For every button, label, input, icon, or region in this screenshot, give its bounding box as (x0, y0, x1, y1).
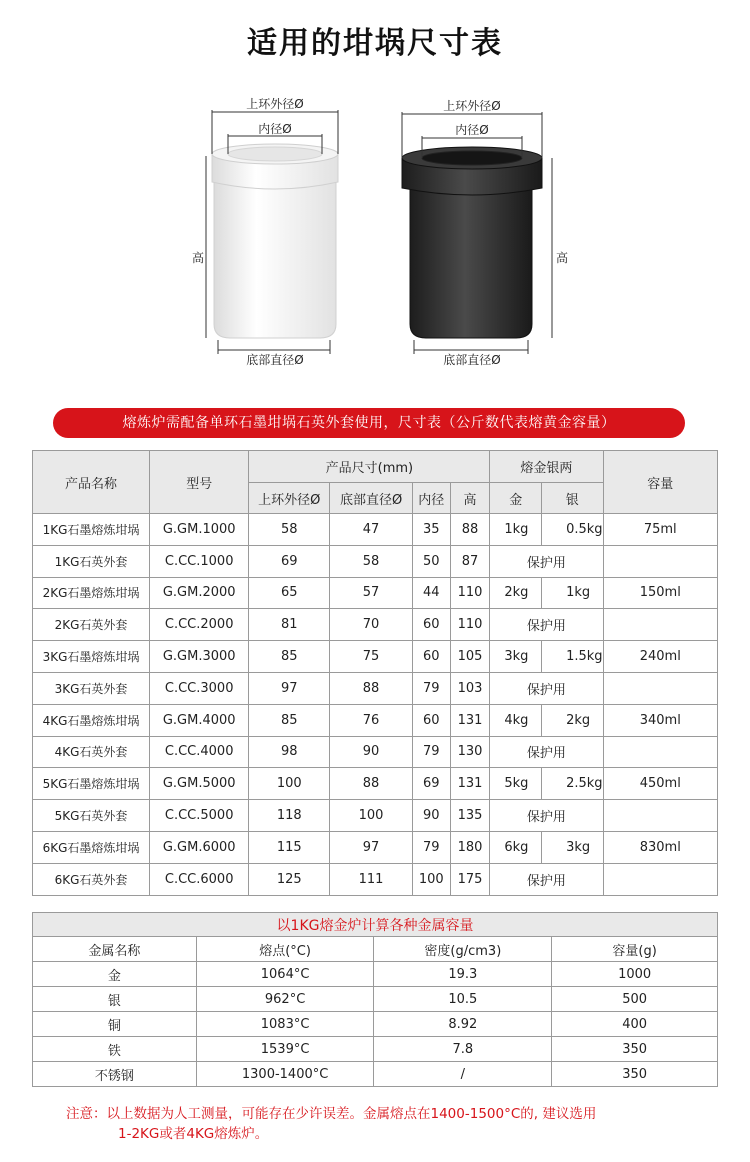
table-cell: 保护用 (490, 800, 603, 832)
table-cell: 1kg (542, 577, 603, 609)
table-cell: 500 (552, 987, 718, 1012)
table-cell: 保护用 (490, 545, 603, 577)
table-cell: 180 (450, 831, 490, 863)
table-cell: 110 (450, 577, 490, 609)
table-cell: 3KG石英外套 (33, 672, 150, 704)
table-cell: 350 (552, 1037, 718, 1062)
table-cell: 150ml (603, 577, 717, 609)
table-cell: 5KG石英外套 (33, 800, 150, 832)
table-cell: 50 (412, 545, 450, 577)
table-cell: 70 (330, 609, 413, 641)
table-cell: 2.5kg (542, 768, 603, 800)
table-cell (603, 863, 717, 895)
table-cell: C.CC.6000 (149, 863, 248, 895)
table-cell: 58 (249, 514, 330, 546)
table-cell: 铜 (33, 1012, 197, 1037)
table-cell: 44 (412, 577, 450, 609)
table-cell: 6KG石墨熔炼坩埚 (33, 831, 150, 863)
table-row (33, 987, 718, 1012)
table-cell: 0.5kg (542, 514, 603, 546)
table-row (33, 1062, 718, 1087)
header-height: 高 (450, 483, 490, 514)
table-cell: 79 (412, 736, 450, 768)
table-cell: 2kg (490, 577, 542, 609)
table-cell: 81 (249, 609, 330, 641)
footnote-line-1: 注意：以上数据为人工测量，可能存在少许误差。金属熔点在1400-1500°C的, 建议选用 (66, 1106, 597, 1122)
table-row (33, 863, 718, 895)
crucible-size-table (32, 450, 718, 896)
table-cell: 银 (33, 987, 197, 1012)
table-cell: 5kg (490, 768, 542, 800)
header-silver: 银 (542, 483, 603, 514)
table-cell: 1.5kg (542, 641, 603, 673)
table-cell: / (374, 1062, 552, 1087)
table-cell: 135 (450, 800, 490, 832)
table-cell: 105 (450, 641, 490, 673)
header-bottom: 底部直径Ø (330, 483, 413, 514)
table-cell: 3KG石墨熔炼坩埚 (33, 641, 150, 673)
table-cell: 5KG石墨熔炼坩埚 (33, 768, 150, 800)
table-cell: 2kg (542, 704, 603, 736)
footnote-line-2: 1-2KG或者4KG熔炼炉。 (118, 1126, 269, 1142)
table-cell: C.CC.3000 (149, 672, 248, 704)
graphite-height-label: 高 (555, 251, 569, 265)
table-cell: 不锈钢 (33, 1062, 197, 1087)
table-cell: 75ml (603, 514, 717, 546)
metal-table-caption: 以1KG熔金炉计算各种金属容量 (33, 913, 718, 937)
table-cell: 65 (249, 577, 330, 609)
table-cell: 98 (249, 736, 330, 768)
table-cell: 保护用 (490, 672, 603, 704)
metal-header-density: 密度(g/cm3) (374, 937, 552, 962)
header-inner: 内径 (412, 483, 450, 514)
graphite-bottom-label: 底部直径Ø (443, 353, 501, 367)
table-cell: 962°C (196, 987, 374, 1012)
table-cell: 保护用 (490, 609, 603, 641)
table-cell: 35 (412, 514, 450, 546)
header-melt-group: 熔金银两 (490, 451, 603, 483)
page-title: 适用的坩埚尺寸表 (247, 26, 503, 61)
metal-header-capacity: 容量(g) (552, 937, 718, 962)
table-cell: 110 (450, 609, 490, 641)
table-cell: C.CC.4000 (149, 736, 248, 768)
table-cell: G.GM.5000 (149, 768, 248, 800)
table-cell: 1083°C (196, 1012, 374, 1037)
table-cell (603, 736, 717, 768)
table-cell: 131 (450, 768, 490, 800)
table-cell: 19.3 (374, 962, 552, 987)
table-cell: 1kg (490, 514, 542, 546)
table-row (33, 1012, 718, 1037)
table-cell: 118 (249, 800, 330, 832)
table-cell: G.GM.2000 (149, 577, 248, 609)
table-cell: 69 (249, 545, 330, 577)
graphite-crucible (402, 147, 542, 338)
table-cell: 58 (330, 545, 413, 577)
table-row (33, 962, 718, 987)
table-cell: G.GM.4000 (149, 704, 248, 736)
table-cell: 57 (330, 577, 413, 609)
table-row (33, 545, 718, 577)
header-size-group: 产品尺寸(mm) (249, 451, 490, 483)
header-model: 型号 (149, 451, 248, 514)
table-row (33, 736, 718, 768)
header-top-outer: 上环外径Ø (249, 483, 330, 514)
table-cell: 60 (412, 641, 450, 673)
table-cell: 175 (450, 863, 490, 895)
table-cell: 240ml (603, 641, 717, 673)
table-cell: 125 (249, 863, 330, 895)
table-row (33, 768, 718, 800)
table-cell: 保护用 (490, 736, 603, 768)
table-cell (603, 672, 717, 704)
table-cell: 69 (412, 768, 450, 800)
table-cell: 7.8 (374, 1037, 552, 1062)
metal-capacity-table (32, 912, 718, 1087)
table-cell: G.GM.1000 (149, 514, 248, 546)
table-cell (603, 609, 717, 641)
table-cell: 1KG石墨熔炼坩埚 (33, 514, 150, 546)
table-cell: 100 (330, 800, 413, 832)
crucible-dimension-diagram (170, 92, 590, 372)
table-cell: G.GM.6000 (149, 831, 248, 863)
header-gold: 金 (490, 483, 542, 514)
table-cell: 400 (552, 1012, 718, 1037)
white-height-label: 高 (191, 251, 205, 265)
table-cell: 2KG石墨熔炼坩埚 (33, 577, 150, 609)
table-cell: 340ml (603, 704, 717, 736)
table-cell: 88 (330, 768, 413, 800)
table-cell: 60 (412, 704, 450, 736)
table-cell: 130 (450, 736, 490, 768)
table-cell: 75 (330, 641, 413, 673)
table-row (33, 831, 718, 863)
table-row (33, 672, 718, 704)
white-bottom-label: 底部直径Ø (246, 353, 304, 367)
table-cell: 4KG石英外套 (33, 736, 150, 768)
table-cell: 115 (249, 831, 330, 863)
white-crucible (212, 144, 338, 338)
table-cell: 铁 (33, 1037, 197, 1062)
table-cell: 47 (330, 514, 413, 546)
white-top-outer-label: 上环外径Ø (246, 97, 304, 111)
table-cell: 2KG石英外套 (33, 609, 150, 641)
table-cell: 79 (412, 831, 450, 863)
table-cell: 10.5 (374, 987, 552, 1012)
table-cell: 85 (249, 704, 330, 736)
table-cell (603, 800, 717, 832)
table-cell: 1064°C (196, 962, 374, 987)
table-cell: 97 (249, 672, 330, 704)
table-cell: 100 (249, 768, 330, 800)
table-row (33, 641, 718, 673)
crucible-diagram-svg (170, 92, 590, 372)
table-cell: 100 (412, 863, 450, 895)
table-cell: 3kg (542, 831, 603, 863)
table-cell: 3kg (490, 641, 542, 673)
footnote (66, 1104, 706, 1144)
table-cell: 79 (412, 672, 450, 704)
header-capacity: 容量 (603, 451, 717, 514)
table-row (33, 800, 718, 832)
table-cell: 1KG石英外套 (33, 545, 150, 577)
graphite-inner-label: 内径Ø (455, 123, 489, 137)
table-cell: 8.92 (374, 1012, 552, 1037)
table-cell: 1539°C (196, 1037, 374, 1062)
table-cell: 350 (552, 1062, 718, 1087)
table-cell: 450ml (603, 768, 717, 800)
table-cell: 6kg (490, 831, 542, 863)
table-cell: 90 (330, 736, 413, 768)
table-cell: 6KG石英外套 (33, 863, 150, 895)
table-cell (603, 545, 717, 577)
metal-header-name: 金属名称 (33, 937, 197, 962)
table-cell: 4kg (490, 704, 542, 736)
table-row (33, 514, 718, 546)
table-cell: 103 (450, 672, 490, 704)
table-cell: 保护用 (490, 863, 603, 895)
table-cell: C.CC.1000 (149, 545, 248, 577)
table-cell: 131 (450, 704, 490, 736)
table-cell: 60 (412, 609, 450, 641)
usage-banner: 熔炼炉需配备单环石墨坩埚石英外套使用，尺寸表（公斤数代表熔黄金容量） (53, 408, 685, 438)
table-row (33, 609, 718, 641)
table-cell: 1000 (552, 962, 718, 987)
table-cell: 88 (450, 514, 490, 546)
table-row (33, 1037, 718, 1062)
table-row (33, 704, 718, 736)
table-cell: 90 (412, 800, 450, 832)
table-cell: 97 (330, 831, 413, 863)
table-cell: 85 (249, 641, 330, 673)
table-cell: 111 (330, 863, 413, 895)
table-cell: 1300-1400°C (196, 1062, 374, 1087)
table-cell: G.GM.3000 (149, 641, 248, 673)
table-cell: 金 (33, 962, 197, 987)
table-cell: 88 (330, 672, 413, 704)
table-cell: C.CC.2000 (149, 609, 248, 641)
table-cell: 76 (330, 704, 413, 736)
white-inner-label: 内径Ø (258, 122, 292, 136)
metal-header-melting-point: 熔点(°C) (196, 937, 374, 962)
table-row (33, 577, 718, 609)
table-cell: C.CC.5000 (149, 800, 248, 832)
header-product-name: 产品名称 (33, 451, 150, 514)
table-cell: 4KG石墨熔炼坩埚 (33, 704, 150, 736)
graphite-top-outer-label: 上环外径Ø (443, 99, 501, 113)
table-cell: 87 (450, 545, 490, 577)
table-cell: 830ml (603, 831, 717, 863)
